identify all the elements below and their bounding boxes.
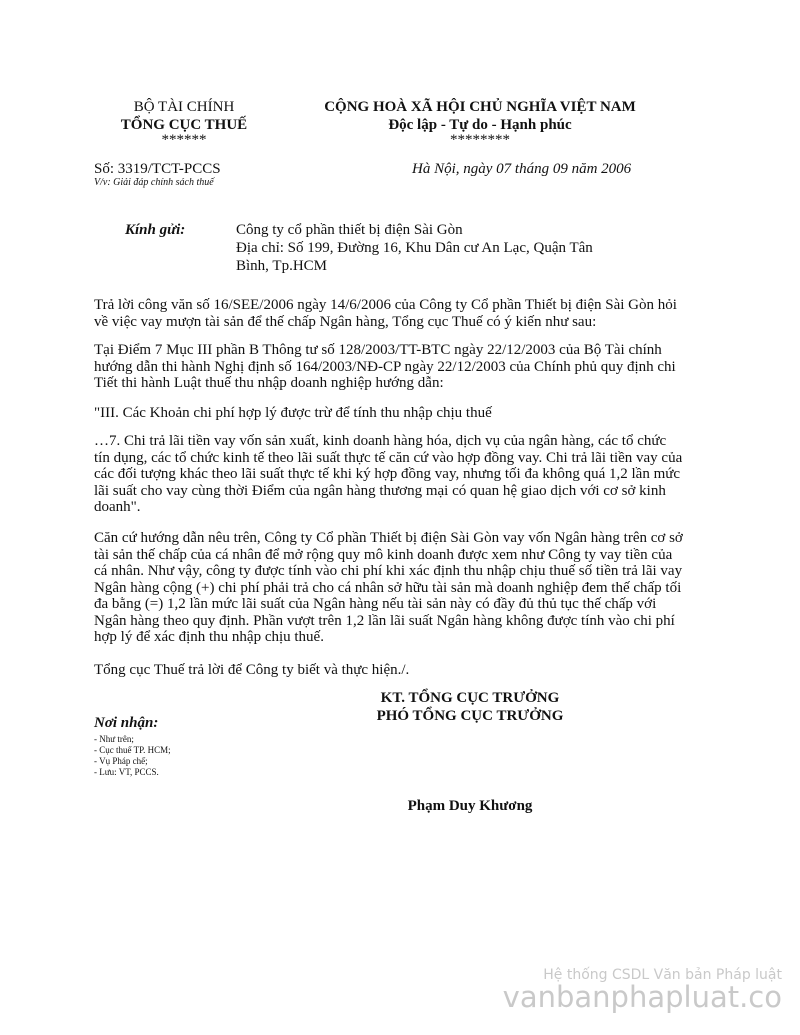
document-date: Hà Nội, ngày 07 tháng 09 năm 2006 xyxy=(412,161,632,177)
signer-name: Phạm Duy Khương xyxy=(407,798,533,814)
issuer-stars: ****** xyxy=(161,132,207,148)
signature-title-1: KT. TỔNG CỤC TRƯỞNG xyxy=(380,690,560,706)
national-motto-block xyxy=(300,98,660,147)
issuer-block xyxy=(94,98,274,147)
recipient-address: Địa chỉ: Số 199, Đường 16, Khu Dân cư An Lạc, Quận Tân xyxy=(236,240,593,256)
recipient-label: Kính gửi: xyxy=(125,222,186,238)
document-subject: V/v: Giải đáp chính sách thuế xyxy=(94,177,214,188)
watermark-line-1: Hệ thống CSDL Văn bản Pháp luật xyxy=(543,967,782,983)
paragraph-3: "III. Các Khoản chi phí hợp lý được trừ để tính thu nhập chịu thuế xyxy=(94,405,492,421)
recipient-item: - Vụ Pháp chế; xyxy=(94,756,148,766)
document-number: Số: 3319/TCT-PCCS xyxy=(94,161,221,177)
recipients-list xyxy=(94,734,171,778)
recipient-item: - Như trên; xyxy=(94,734,134,744)
recipient-company: Công ty cổ phần thiết bị điện Sài Gòn xyxy=(236,222,463,238)
department-name: TỔNG CỤC THUẾ xyxy=(120,117,248,133)
motto-stars: ******** xyxy=(450,132,510,148)
recipient-item: - Lưu: VT, PCCS. xyxy=(94,767,159,777)
paragraph-5: Căn cứ hướng dẫn nêu trên, Công ty Cổ phần Thiết bị điện Sài Gòn vay vốn Ngân hàng trên cơ sở tài sản thế chấp của cá nhân để mở rộng quy mô kinh doanh được xem như Công ty vay tiền của cá nhân. Như vậy, công ty được tính vào chi phí khi xác định thu nhập chịu thuế số tiền trả lãi vay Ngân hàng cộng (+) chi phí phải trả cho cá nhân sở hữu tài sản mà doanh nghiệp đem thế chấp tối đa bằng (=) 1,2 lần mức lãi suất của Ngân hàng nếu tài sản này có đầy đủ thủ tục thế chấp với Ngân hàng theo quy định. Phần vượt trên 1,2 lần lãi suất Ngân hàng không được tính vào chi phí hợp lý để xác định thu nhập chịu thuế. xyxy=(94,530,683,645)
ministry-name: BỘ TÀI CHÍNH xyxy=(133,99,235,115)
motto: Độc lập - Tự do - Hạnh phúc xyxy=(388,117,572,133)
recipients-label: Nơi nhận: xyxy=(94,715,159,731)
watermark-line-2: vanbanphapluat.co xyxy=(502,980,782,1014)
signature-titles xyxy=(340,689,600,725)
paragraph-4: …7. Chi trả lãi tiền vay vốn sản xuất, kinh doanh hàng hóa, dịch vụ của ngân hàng, các tổ chức tín dụng, các tổ chức kinh tế theo lãi suất thực tế căn cứ vào hợp đồng vay. Chi trả lãi tiền vay của các đối tượng khác theo lãi suất thực tế khi ký hợp đồng vay, nhưng tối đa không quá 1,2 lần mức lãi suất cho vay cùng thời Điểm của ngân hàng thương mại có quan hệ giao dịch với cơ sở kinh doanh". xyxy=(94,433,683,515)
recipient-item: - Cục thuế TP. HCM; xyxy=(94,745,171,755)
signature-title-2: PHÓ TỔNG CỤC TRƯỞNG xyxy=(376,708,564,724)
country-name: CỘNG HOÀ XÃ HỘI CHỦ NGHĨA VIỆT NAM xyxy=(324,99,636,115)
paragraph-2: Tại Điểm 7 Mục III phần B Thông tư số 128/2003/TT-BTC ngày 22/12/2003 của Bộ Tài chính hướng dẫn thi hành Nghị định số 164/2003/NĐ-CP ngày 22/12/2003 của Chính phủ quy định chi Tiết thi hành Luật thuế thu nhập doanh nghiệp hướng dẫn: xyxy=(94,342,676,391)
paragraph-1: Trả lời công văn số 16/SEE/2006 ngày 14/6/2006 của Công ty Cổ phần Thiết bị điện Sài Gòn hỏi về việc vay mượn tài sản để thế chấp Ngân hàng, Tổng cục Thuế có ý kiến như sau: xyxy=(94,297,677,330)
recipient-address-cont: Bình, Tp.HCM xyxy=(236,258,327,274)
recipient-block xyxy=(236,221,636,275)
paragraph-6: Tổng cục Thuế trả lời để Công ty biết và thực hiện./. xyxy=(94,662,410,678)
